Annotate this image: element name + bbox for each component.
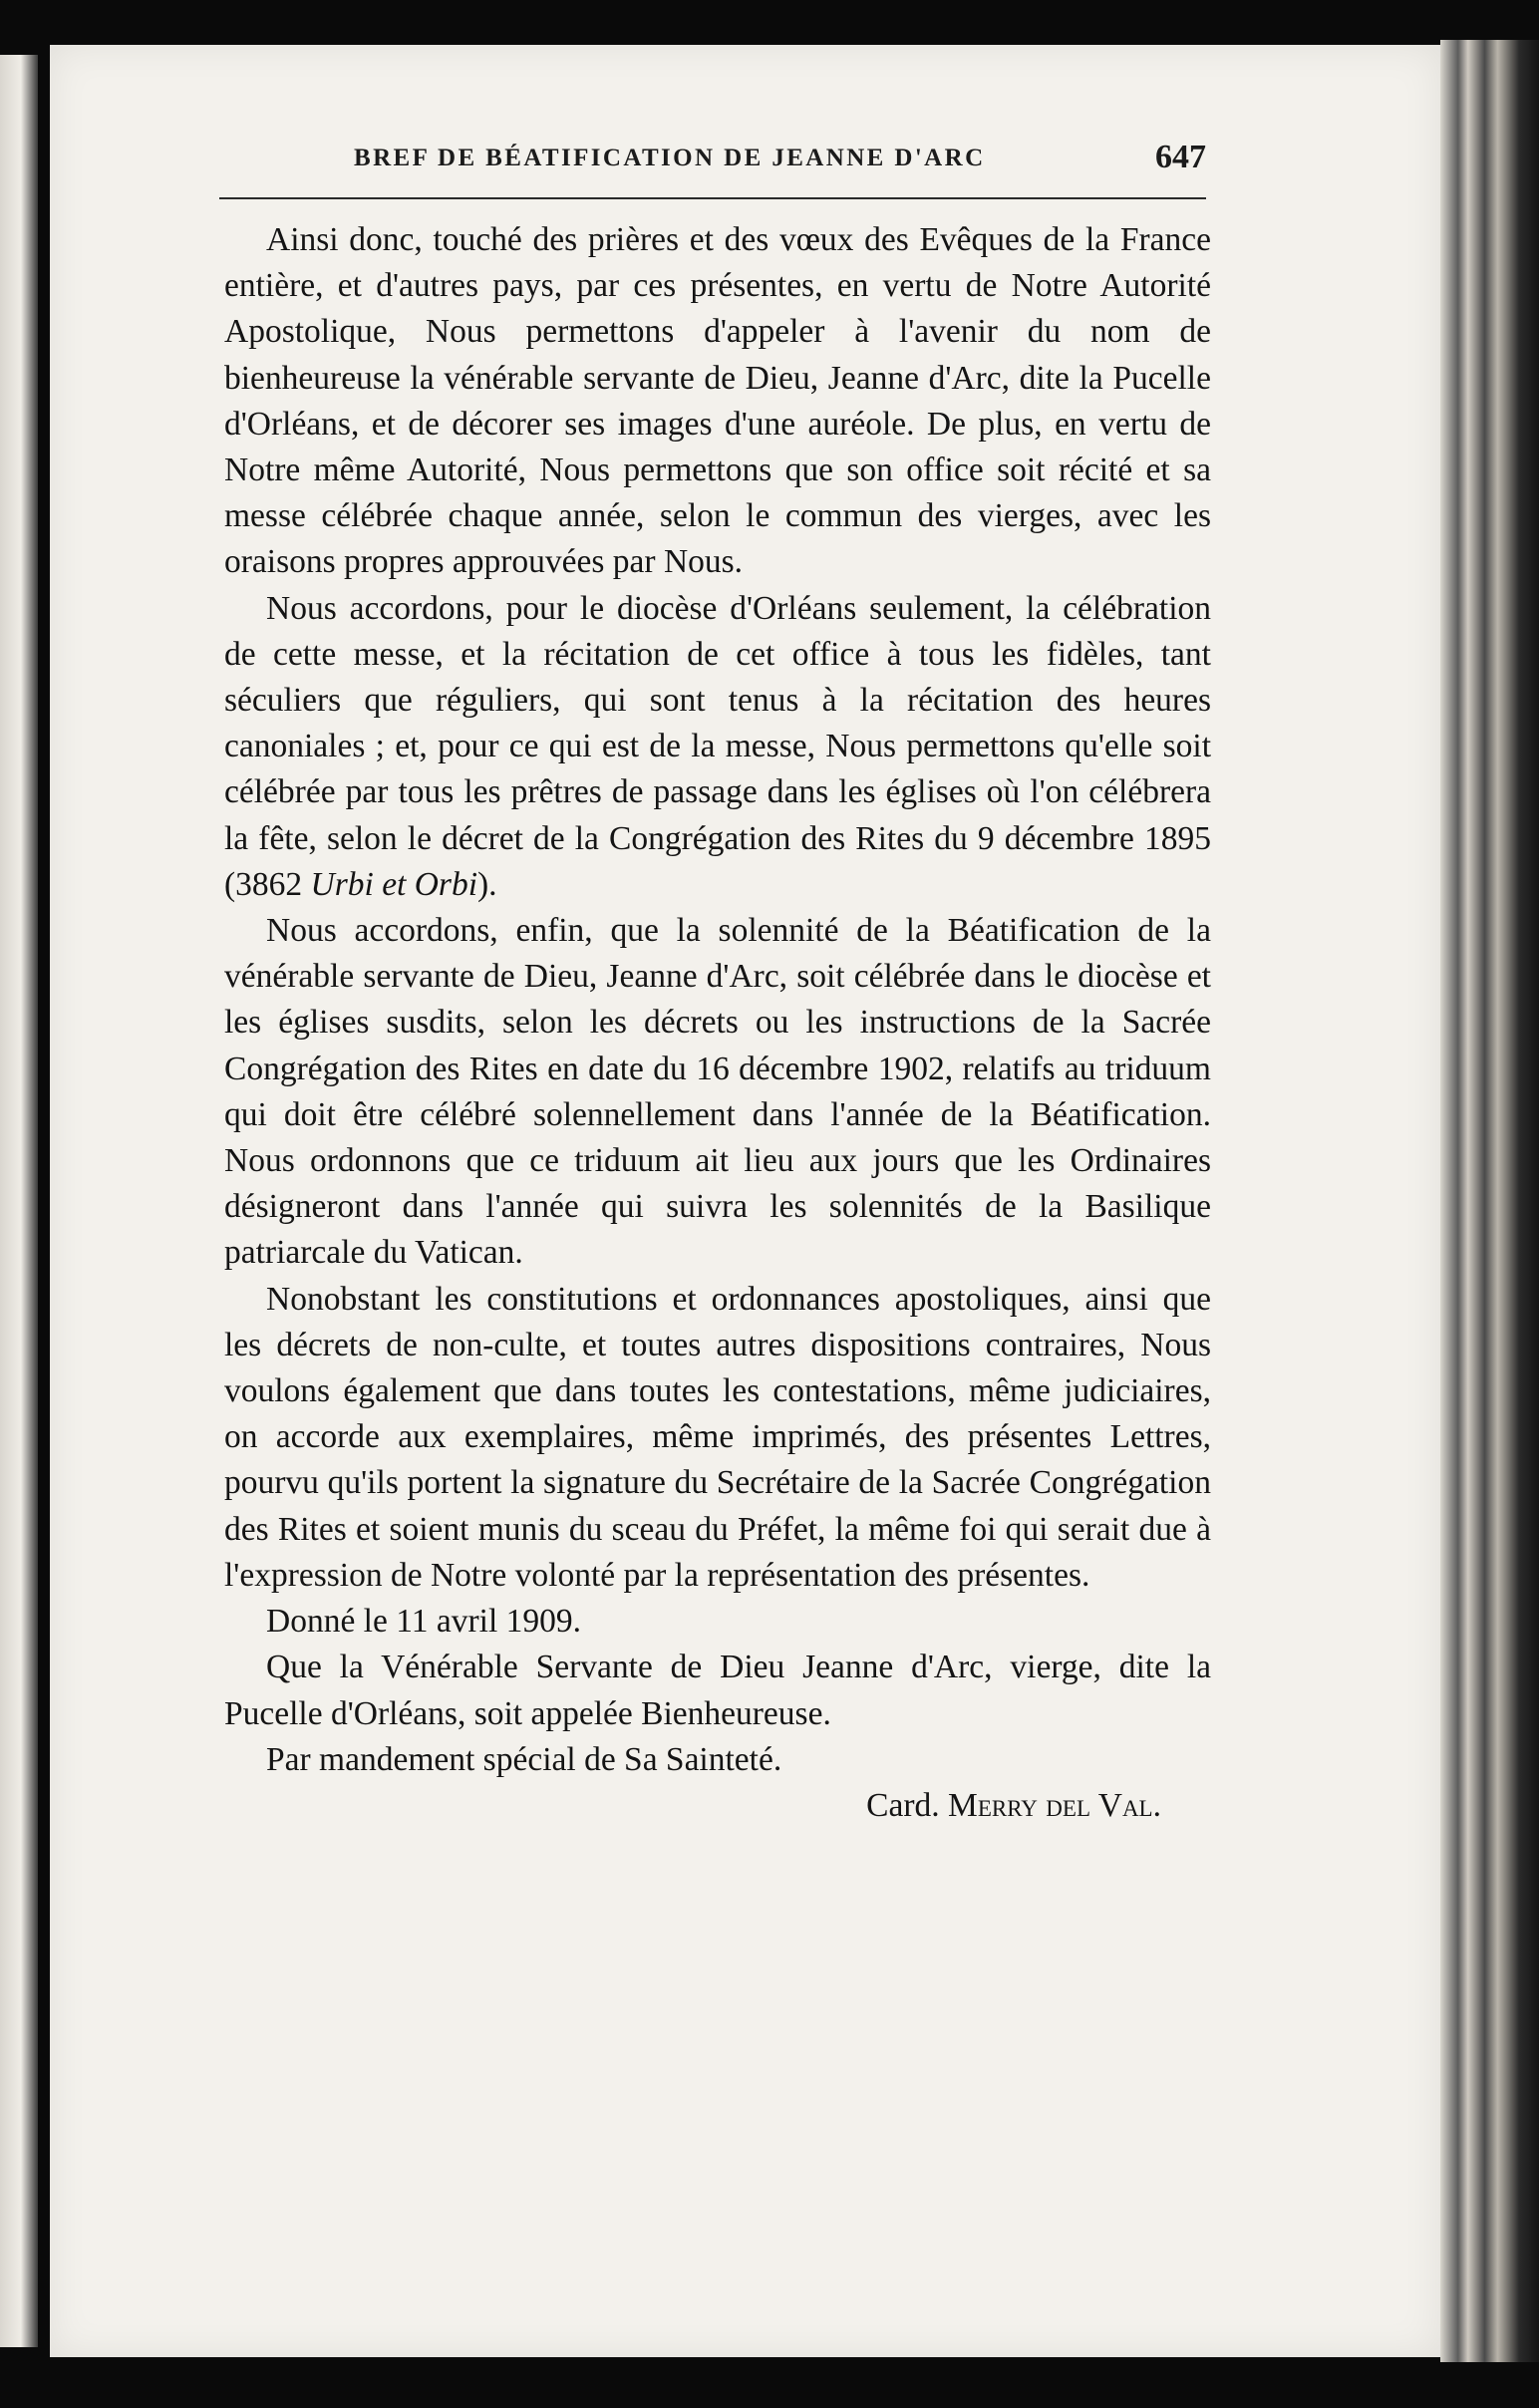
mandate-line: Par mandement spécial de Sa Sainteté.	[266, 1740, 782, 1778]
page-header	[219, 139, 1206, 186]
paragraph-mass-and-office	[224, 586, 1211, 908]
decree-reference: (3862 Urbi et Orbi).	[224, 865, 497, 903]
body-text	[224, 217, 1211, 1829]
urbi-et-orbi: Urbi et Orbi	[310, 865, 478, 903]
paragraph-notwithstanding: Nonobstant les constitutions et ordonnances apostoliques, ainsi que les décrets de non-culte, et toutes autres dispositions contraires, Nous voulons également que dans toutes les contestations, même judiciaires, on accorde aux exemplaires, même imprimés, des présentes Lettres, pourvu qu'ils portent la signature du Secrétaire de la Sacrée Congrégation des Rites et soient munis du sceau du Préfet, la même foi qui serait due à l'expression de Notre volonté par la représentation des présentes.	[224, 1280, 1211, 1594]
page-number: 647	[1155, 139, 1206, 175]
paragraph-solemnity: Nous accordons, enfin, que la solennité de la Béatification de la vénérable servante de Dieu, Jeanne d'Arc, soit célébrée dans le diocèse et les églises susdits, selon les décrets ou les instructions de la Sacrée Congrégation des Rites en date du 16 décembre 1902, relatifs au triduum qui doit être célébré solennellement dans l'année de la Béatification. Nous ordonnons que ce triduum ait lieu aux jours que les Ordinaires désigneront dans l'année qui suivra les solennités de la Basilique patriarcale du Vatican.	[224, 912, 1211, 1272]
paragraph-beatification: Ainsi donc, touché des prières et des vœux des Evêques de la France entière, et d'autres pays, par ces présentes, en vertu de Notre Autorité Apostolique, Nous permettons d'appeler à l'avenir du nom de bienheureuse la vénérable servante de Dieu, Jeanne d'Arc, dite la Pucelle d'Orléans, et de décorer ses images d'une auréole. De plus, en vertu de Notre même Autorité, Nous permettons que son office soit récité et sa messe célébrée chaque année, selon le commun des vierges, avec les oraisons propres approuvées par Nous.	[224, 221, 1211, 581]
header-rule	[219, 197, 1206, 199]
facing-page-edge	[0, 55, 38, 2347]
date-line: Donné le 11 avril 1909.	[266, 1603, 582, 1641]
paragraph-mass-text: Nous accordons, pour le diocèse d'Orléans seulement, la célébration de cette messe, et la récitation de cet office à tous les fidèles, tant séculiers que réguliers, qui sont tenus à la récitation des heures canoniales ; et, pour ce qui est de la messe, Nous permettons qu'elle soit célébrée par tous les prêtres de passage dans les églises où l'on célébrera la fête, selon le décret de la Congrégation des Rites du 9 décembre 1895	[224, 589, 1211, 857]
page-stack-edge	[1440, 40, 1539, 2362]
signature: Card. Merry del Val.	[866, 1786, 1161, 1824]
paragraph-proclamation: Que la Vénérable Servante de Dieu Jeanne d'Arc, vierge, dite la Pucelle d'Orléans, soit appelée Bienheureuse.	[224, 1649, 1211, 1732]
running-title: BREF DE BÉATIFICATION DE JEANNE D'ARC	[354, 145, 986, 171]
signatory-name: Merry del Val.	[948, 1786, 1161, 1824]
